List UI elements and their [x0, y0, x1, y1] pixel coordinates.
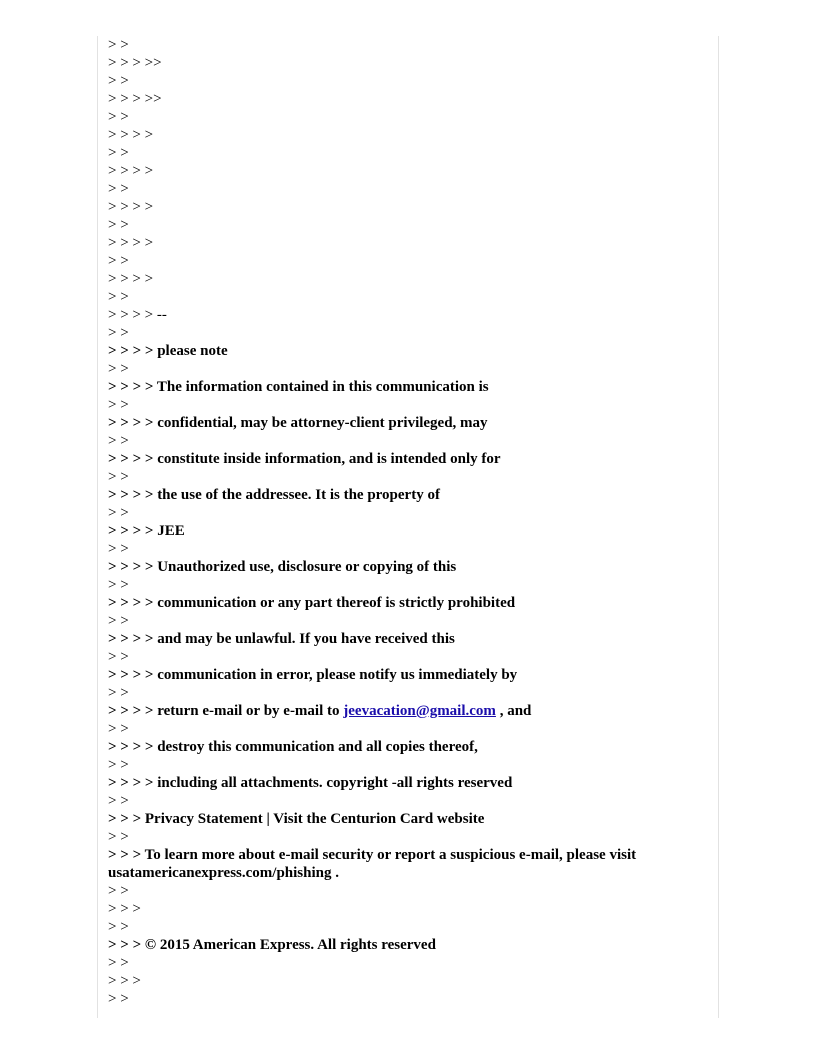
- email-line: [108, 432, 708, 450]
- line-text: > > > © 2015 American Express. All rights reserved: [108, 937, 436, 953]
- line-text: > > > >: [108, 127, 154, 143]
- line-text: > >: [108, 145, 129, 161]
- email-line: [108, 198, 708, 216]
- email-line: [108, 108, 708, 126]
- email-line: [108, 594, 708, 612]
- line-text: > >: [108, 217, 129, 233]
- email-line: [108, 792, 708, 810]
- line-text: > >: [108, 919, 129, 935]
- line-text: > >: [108, 955, 129, 971]
- email-line: [108, 576, 708, 594]
- email-line: [108, 414, 708, 432]
- email-line: [108, 630, 708, 648]
- line-text: > > > > confidential, may be attorney-client privileged, may: [108, 415, 488, 431]
- email-line: [108, 990, 708, 1008]
- email-line: [108, 54, 708, 72]
- email-line: [108, 126, 708, 144]
- email-line: [108, 216, 708, 234]
- line-text: > >: [108, 829, 129, 845]
- line-text: > >: [108, 433, 129, 449]
- email-line: [108, 252, 708, 270]
- email-line: [108, 234, 708, 252]
- line-text: > > > > and may be unlawful. If you have received this: [108, 631, 455, 647]
- email-line: [108, 936, 708, 954]
- email-line: [108, 360, 708, 378]
- email-line: [108, 72, 708, 90]
- line-text: > >: [108, 109, 129, 125]
- email-line: [108, 162, 708, 180]
- line-text: > > > >: [108, 235, 154, 251]
- line-text: > > > > JEE: [108, 523, 185, 539]
- line-text: > >: [108, 793, 129, 809]
- line-text: > >: [108, 325, 129, 341]
- line-text: > > > > including all attachments. copyright -all rights reserved: [108, 775, 513, 791]
- email-line: [108, 540, 708, 558]
- line-text: > >: [108, 397, 129, 413]
- email-line: [108, 756, 708, 774]
- email-line: [108, 648, 708, 666]
- email-line: [108, 774, 708, 792]
- line-text-after: , and: [495, 703, 532, 719]
- line-text: > > > >: [108, 163, 154, 179]
- line-text: > >: [108, 757, 129, 773]
- email-line: [108, 468, 708, 486]
- line-text: > >: [108, 721, 129, 737]
- line-text: > > >: [108, 973, 141, 989]
- email-line: [108, 972, 708, 990]
- line-text: > >: [108, 685, 129, 701]
- line-text: > >: [108, 361, 129, 377]
- line-text: > > > > constitute inside information, and is intended only for: [108, 451, 501, 467]
- line-text: > >: [108, 253, 129, 269]
- line-text: > >: [108, 883, 129, 899]
- email-line: [108, 666, 708, 684]
- line-text: > > > >: [108, 199, 154, 215]
- email-line: [108, 270, 708, 288]
- email-address-link[interactable]: jeevacation@gmail.com: [343, 703, 496, 719]
- line-text: > > >: [108, 901, 141, 917]
- email-line: [108, 36, 708, 54]
- line-text: > > > > return e-mail or by e-mail to: [108, 703, 344, 719]
- email-line: [108, 882, 708, 900]
- line-text: > > > Privacy Statement | Visit the Centurion Card website: [108, 811, 485, 827]
- email-line: [108, 342, 708, 360]
- line-text: > > > > Unauthorized use, disclosure or copying of this: [108, 559, 457, 575]
- line-text: > > > > the use of the addressee. It is the property of: [108, 487, 440, 503]
- line-text: > >: [108, 289, 129, 305]
- email-line: [108, 144, 708, 162]
- email-body: [108, 36, 708, 1008]
- email-line: [108, 90, 708, 108]
- email-line: [108, 720, 708, 738]
- line-text: > >: [108, 505, 129, 521]
- email-line: [108, 486, 708, 504]
- line-text: > >: [108, 577, 129, 593]
- line-text: > > > > communication in error, please notify us immediately by: [108, 667, 518, 683]
- line-text: > >: [108, 181, 129, 197]
- email-line: [108, 612, 708, 630]
- email-line: [108, 504, 708, 522]
- email-line: [108, 684, 708, 702]
- line-text: > > > > please note: [108, 343, 228, 359]
- line-text: > > > To learn more about e-mail security or report a suspicious e-mail, please visit usatamericanexpress.com/phishing .: [108, 847, 637, 881]
- line-text: > > > > The information contained in this communication is: [108, 379, 489, 395]
- email-line: [108, 918, 708, 936]
- email-line: [108, 450, 708, 468]
- email-line: [108, 306, 708, 324]
- line-text: > >: [108, 541, 129, 557]
- line-text: > >: [108, 613, 129, 629]
- line-text: > > > > destroy this communication and all copies thereof,: [108, 739, 478, 755]
- email-line: [108, 738, 708, 756]
- line-text: > > > > --: [108, 307, 167, 323]
- email-line: [108, 396, 708, 414]
- email-line: [108, 558, 708, 576]
- email-line: [108, 324, 708, 342]
- line-text: > >: [108, 37, 129, 53]
- email-line: [108, 288, 708, 306]
- email-line: [108, 522, 708, 540]
- email-line: [108, 810, 708, 828]
- line-text: > >: [108, 469, 129, 485]
- email-line: [108, 954, 708, 972]
- line-text: > >: [108, 73, 129, 89]
- email-line: [108, 900, 708, 918]
- line-text: > > > >: [108, 271, 154, 287]
- email-line-with-link: [108, 702, 708, 720]
- email-line: [108, 180, 708, 198]
- line-text: > >: [108, 649, 129, 665]
- line-text: > > > >>: [108, 91, 162, 107]
- email-line: [108, 828, 708, 846]
- line-text: > > > >>: [108, 55, 162, 71]
- line-text: > >: [108, 991, 129, 1007]
- email-line: [108, 378, 708, 396]
- line-text: > > > > communication or any part thereof is strictly prohibited: [108, 595, 516, 611]
- email-line: [108, 846, 708, 882]
